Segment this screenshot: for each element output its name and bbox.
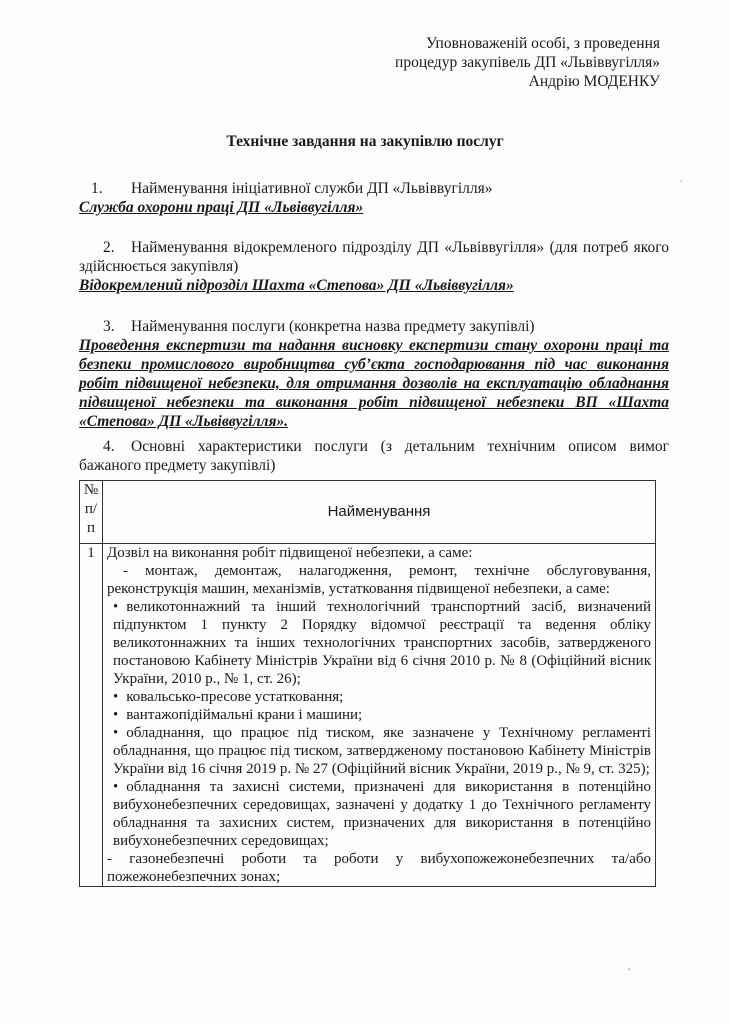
section-4-label: Основні характеристики послуги (з детальним технічним описом вимог бажаного предмету закупівлі) [79,438,669,474]
header-number-line-3: п [86,520,96,536]
table-header-row [80,481,656,544]
section-2-number: 2. [103,239,115,256]
section-1-value: Служба охорони праці ДП «Львіввугілля» [79,199,364,216]
section-3-label: Найменування послуги (конкретна назва предмету закупівлі) [131,318,535,335]
section-4 [79,437,669,475]
section-3 [79,317,669,431]
row-description-cell [103,544,656,887]
row-dash-item-1: - монтаж, демонтаж, налагодження, ремонт, технічне обслуговування, реконструкція машин, механізмів, устатковання підвищеної небезпеки, а саме: [107,563,651,597]
section-4-number: 4. [103,438,115,455]
section-3-value: Проведення експертизи та надання висновку експертизи стану охорони праці та безпеки промислового виробництва суб’єкта господарювання під час виконання робіт підвищеної небезпеки, для отримання дозволів на експлуатацію обладнання підвищеної небезпеки та виконання робіт підвищеної небезпеки ВП «Шахта «Степова» ДП «Львіввугілля». [79,337,669,430]
row-bullet-4: • обладнання, що працює під тиском, яке зазначене у Технічному регламенті обладнання, що працює під тиском, затвердженому постановою Кабінету Міністрів України від 16 січня 2019 р. № 27 (Офіційний вісник України, 2019 р., № 9, ст. 325); [107,724,651,778]
addressee-block [395,34,660,91]
row-dash-item-2: - газонебезпечні роботи та роботи у вибухопожежонебезпечних та/або пожежонебезпечних зонах; [107,851,651,885]
header-number-line-2: п/ [84,501,98,517]
section-2-value: Відокремлений підрозділ Шахта «Степова» ДП «Львіввугілля» [79,277,514,294]
row-bullet-2: • ковальсько-пресове устатковання; [107,688,651,706]
section-1-number: 1. [91,180,103,197]
row-bullet-3: • вантажопідіймальні крани і машини; [107,706,651,724]
addressee-line-1: Уповноваженій особі, з проведення [425,35,660,52]
scan-speck [628,968,630,971]
section-1-label: Найменування ініціативної служби ДП «Львіввугілля» [131,180,493,197]
scan-speck [680,180,682,182]
services-table [79,480,656,887]
section-2-label: Найменування відокремленого підрозділу ДП «Львіввугілля» (для потреб якого здійснюється закупівля) [79,239,669,275]
section-2 [79,238,669,295]
header-number-cell [80,481,103,544]
addressee-line-3: Андрію МОДЕНКУ [528,73,660,90]
row-number-cell: 1 [80,544,103,887]
section-1 [79,179,669,217]
row-intro: Дозвіл на виконання робіт підвищеної небезпеки, а саме: [107,545,473,561]
row-bullet-5: • обладнання та захисні системи, призначені для використання в потенційно вибухонебезпечних середовищах, зазначені у додатку 1 до Технічного регламенту обладнання та захисних систем, призначених для використання в потенційно вибухонебезпечних середовищах; [107,778,651,850]
table-row [80,544,656,887]
row-bullet-1: • великотоннажний та інший технологічний транспортний засіб, визначений підпунктом 1 пункту 2 Порядку відомчої реєстрації та ведення обліку великотоннажних та інших технологічних транспортних засобів, затвердженого постановою Кабінету Міністрів України від 6 січня 2010 р. № 8 (Офіційний вісник України, 2010 р., № 1, ст. 26); [107,598,651,688]
addressee-line-2: процедур закупівель ДП «Львіввугілля» [395,54,660,71]
section-3-number: 3. [103,318,115,335]
header-number-line-1: № [83,482,99,498]
header-name-cell: Найменування [103,481,656,544]
document-title: Технічне завдання на закупівлю послуг [226,133,504,150]
